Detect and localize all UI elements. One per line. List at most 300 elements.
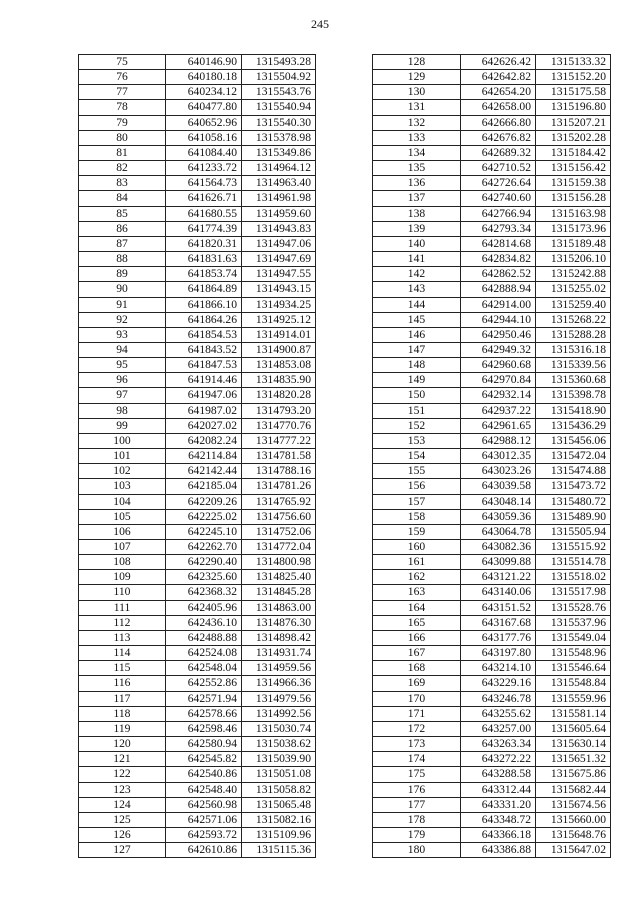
y-coordinate-cell: 1314876.30 (242, 615, 316, 630)
point-number-cell: 90 (79, 282, 166, 297)
point-number-cell: 166 (373, 630, 461, 645)
x-coordinate-cell: 641843.52 (166, 342, 242, 357)
table-row (79, 418, 316, 433)
point-number-cell: 171 (373, 706, 461, 721)
point-number-cell: 137 (373, 191, 461, 206)
point-number-cell: 86 (79, 221, 166, 236)
x-coordinate-cell: 642405.96 (166, 600, 242, 615)
point-number-cell: 103 (79, 479, 166, 494)
y-coordinate-cell: 1314943.15 (242, 282, 316, 297)
y-coordinate-cell: 1315175.58 (536, 85, 611, 100)
x-coordinate-cell: 643255.62 (461, 706, 536, 721)
y-coordinate-cell: 1315528.76 (536, 600, 611, 615)
x-coordinate-cell: 642262.70 (166, 540, 242, 555)
page-number: 245 (311, 17, 329, 31)
x-coordinate-cell: 640146.90 (166, 55, 242, 70)
y-coordinate-cell: 1315156.28 (536, 191, 611, 206)
point-number-cell: 149 (373, 373, 461, 388)
table-row (79, 782, 316, 797)
y-coordinate-cell: 1315398.78 (536, 388, 611, 403)
y-coordinate-cell: 1314788.16 (242, 464, 316, 479)
point-number-cell: 114 (79, 646, 166, 661)
table-row (79, 176, 316, 191)
y-coordinate-cell: 1314770.76 (242, 418, 316, 433)
y-coordinate-cell: 1314963.40 (242, 176, 316, 191)
y-coordinate-cell: 1315456.06 (536, 433, 611, 448)
point-number-cell: 136 (373, 176, 461, 191)
y-coordinate-cell: 1314845.28 (242, 585, 316, 600)
x-coordinate-cell: 642552.86 (166, 676, 242, 691)
point-number-cell: 89 (79, 267, 166, 282)
coordinates-table-left (78, 54, 316, 858)
point-number-cell: 176 (373, 782, 461, 797)
table-row (79, 524, 316, 539)
table-row (373, 342, 611, 357)
x-coordinate-cell: 643012.35 (461, 449, 536, 464)
table-row (373, 661, 611, 676)
table-row (373, 585, 611, 600)
table-row (373, 388, 611, 403)
x-coordinate-cell: 642834.82 (461, 252, 536, 267)
y-coordinate-cell: 1314947.06 (242, 236, 316, 251)
y-coordinate-cell: 1315196.80 (536, 100, 611, 115)
x-coordinate-cell: 643366.18 (461, 827, 536, 842)
table-row (79, 70, 316, 85)
table-row (79, 737, 316, 752)
table-row (373, 540, 611, 555)
y-coordinate-cell: 1315682.44 (536, 782, 611, 797)
y-coordinate-cell: 1315202.28 (536, 130, 611, 145)
point-number-cell: 164 (373, 600, 461, 615)
x-coordinate-cell: 642642.82 (461, 70, 536, 85)
y-coordinate-cell: 1314931.74 (242, 646, 316, 661)
point-number-cell: 110 (79, 585, 166, 600)
y-coordinate-cell: 1314966.36 (242, 676, 316, 691)
point-number-cell: 93 (79, 327, 166, 342)
point-number-cell: 175 (373, 767, 461, 782)
table-row (79, 433, 316, 448)
x-coordinate-cell: 640180.18 (166, 70, 242, 85)
y-coordinate-cell: 1315207.21 (536, 115, 611, 130)
y-coordinate-cell: 1315242.88 (536, 267, 611, 282)
y-coordinate-cell: 1315156.42 (536, 161, 611, 176)
table-row (373, 145, 611, 160)
y-coordinate-cell: 1315133.32 (536, 55, 611, 70)
x-coordinate-cell: 642548.04 (166, 661, 242, 676)
y-coordinate-cell: 1314959.56 (242, 661, 316, 676)
x-coordinate-cell: 642027.02 (166, 418, 242, 433)
point-number-cell: 154 (373, 449, 461, 464)
y-coordinate-cell: 1315436.29 (536, 418, 611, 433)
y-coordinate-cell: 1315549.04 (536, 630, 611, 645)
y-coordinate-cell: 1315360.68 (536, 373, 611, 388)
x-coordinate-cell: 641820.31 (166, 236, 242, 251)
point-number-cell: 76 (79, 70, 166, 85)
x-coordinate-cell: 642598.46 (166, 721, 242, 736)
x-coordinate-cell: 640477.80 (166, 100, 242, 115)
y-coordinate-cell: 1315159.38 (536, 176, 611, 191)
table-row (373, 600, 611, 615)
x-coordinate-cell: 642944.10 (461, 312, 536, 327)
point-number-cell: 88 (79, 252, 166, 267)
y-coordinate-cell: 1315675.86 (536, 767, 611, 782)
x-coordinate-cell: 643246.78 (461, 691, 536, 706)
table-row (373, 206, 611, 221)
y-coordinate-cell: 1314765.92 (242, 494, 316, 509)
point-number-cell: 155 (373, 464, 461, 479)
point-number-cell: 82 (79, 161, 166, 176)
table-row (79, 827, 316, 842)
point-number-cell: 85 (79, 206, 166, 221)
table-row (373, 524, 611, 539)
y-coordinate-cell: 1315184.42 (536, 145, 611, 160)
x-coordinate-cell: 641831.63 (166, 252, 242, 267)
point-number-cell: 127 (79, 843, 166, 858)
table-row (79, 282, 316, 297)
x-coordinate-cell: 642740.60 (461, 191, 536, 206)
table-row (373, 570, 611, 585)
y-coordinate-cell: 1314900.87 (242, 342, 316, 357)
x-coordinate-cell: 641084.40 (166, 145, 242, 160)
y-coordinate-cell: 1314959.60 (242, 206, 316, 221)
point-number-cell: 75 (79, 55, 166, 70)
table-row (79, 312, 316, 327)
y-coordinate-cell: 1314820.28 (242, 388, 316, 403)
table-row (79, 555, 316, 570)
y-coordinate-cell: 1315548.84 (536, 676, 611, 691)
x-coordinate-cell: 640652.96 (166, 115, 242, 130)
table-row (373, 464, 611, 479)
table-row (79, 752, 316, 767)
table-row (79, 721, 316, 736)
point-number-cell: 79 (79, 115, 166, 130)
y-coordinate-cell: 1315349.86 (242, 145, 316, 160)
point-number-cell: 121 (79, 752, 166, 767)
table-row (79, 570, 316, 585)
table-row (373, 797, 611, 812)
y-coordinate-cell: 1315505.94 (536, 524, 611, 539)
table-row (373, 418, 611, 433)
table-row (79, 55, 316, 70)
x-coordinate-cell: 642114.84 (166, 449, 242, 464)
point-number-cell: 132 (373, 115, 461, 130)
point-number-cell: 118 (79, 706, 166, 721)
point-number-cell: 106 (79, 524, 166, 539)
x-coordinate-cell: 642666.80 (461, 115, 536, 130)
y-coordinate-cell: 1315480.72 (536, 494, 611, 509)
y-coordinate-cell: 1314835.90 (242, 373, 316, 388)
table-row (373, 812, 611, 827)
point-number-cell: 133 (373, 130, 461, 145)
point-number-cell: 104 (79, 494, 166, 509)
point-number-cell: 152 (373, 418, 461, 433)
x-coordinate-cell: 643348.72 (461, 812, 536, 827)
point-number-cell: 134 (373, 145, 461, 160)
table-row (79, 661, 316, 676)
point-number-cell: 172 (373, 721, 461, 736)
point-number-cell: 158 (373, 509, 461, 524)
x-coordinate-cell: 643023.26 (461, 464, 536, 479)
x-coordinate-cell: 642436.10 (166, 615, 242, 630)
x-coordinate-cell: 642676.82 (461, 130, 536, 145)
point-number-cell: 177 (373, 797, 461, 812)
y-coordinate-cell: 1315504.92 (242, 70, 316, 85)
x-coordinate-cell: 642209.26 (166, 494, 242, 509)
x-coordinate-cell: 642949.32 (461, 342, 536, 357)
y-coordinate-cell: 1315515.92 (536, 540, 611, 555)
x-coordinate-cell: 642593.72 (166, 827, 242, 842)
y-coordinate-cell: 1314943.83 (242, 221, 316, 236)
point-number-cell: 159 (373, 524, 461, 539)
table-row (373, 130, 611, 145)
table-row (79, 206, 316, 221)
y-coordinate-cell: 1315339.56 (536, 358, 611, 373)
y-coordinate-cell: 1314752.06 (242, 524, 316, 539)
table-row (373, 100, 611, 115)
x-coordinate-cell: 643039.58 (461, 479, 536, 494)
y-coordinate-cell: 1315648.76 (536, 827, 611, 842)
table-row (373, 236, 611, 251)
x-coordinate-cell: 643082.36 (461, 540, 536, 555)
point-number-cell: 100 (79, 433, 166, 448)
x-coordinate-cell: 642580.94 (166, 737, 242, 752)
point-number-cell: 139 (373, 221, 461, 236)
y-coordinate-cell: 1314863.00 (242, 600, 316, 615)
table-row (79, 797, 316, 812)
y-coordinate-cell: 1315039.90 (242, 752, 316, 767)
y-coordinate-cell: 1315474.88 (536, 464, 611, 479)
x-coordinate-cell: 642325.60 (166, 570, 242, 585)
table-row (373, 176, 611, 191)
table-row (79, 585, 316, 600)
y-coordinate-cell: 1315152.20 (536, 70, 611, 85)
y-coordinate-cell: 1315543.76 (242, 85, 316, 100)
table-row (373, 161, 611, 176)
y-coordinate-cell: 1315051.08 (242, 767, 316, 782)
point-number-cell: 95 (79, 358, 166, 373)
point-number-cell: 123 (79, 782, 166, 797)
y-coordinate-cell: 1315559.96 (536, 691, 611, 706)
y-coordinate-cell: 1314800.98 (242, 555, 316, 570)
x-coordinate-cell: 643177.76 (461, 630, 536, 645)
table-row (79, 479, 316, 494)
table-row (373, 85, 611, 100)
point-number-cell: 148 (373, 358, 461, 373)
point-number-cell: 161 (373, 555, 461, 570)
x-coordinate-cell: 642914.00 (461, 297, 536, 312)
x-coordinate-cell: 642626.42 (461, 55, 536, 70)
y-coordinate-cell: 1314825.40 (242, 570, 316, 585)
table-row (79, 691, 316, 706)
point-number-cell: 120 (79, 737, 166, 752)
y-coordinate-cell: 1315540.30 (242, 115, 316, 130)
y-coordinate-cell: 1314777.22 (242, 433, 316, 448)
y-coordinate-cell: 1315537.96 (536, 615, 611, 630)
x-coordinate-cell: 641853.74 (166, 267, 242, 282)
y-coordinate-cell: 1315630.14 (536, 737, 611, 752)
x-coordinate-cell: 642862.52 (461, 267, 536, 282)
x-coordinate-cell: 641058.16 (166, 130, 242, 145)
table-row (79, 676, 316, 691)
point-number-cell: 140 (373, 236, 461, 251)
table-row (79, 646, 316, 661)
x-coordinate-cell: 642937.22 (461, 403, 536, 418)
table-row (79, 373, 316, 388)
x-coordinate-cell: 641914.46 (166, 373, 242, 388)
table-row (373, 737, 611, 752)
table-row (79, 706, 316, 721)
x-coordinate-cell: 642689.32 (461, 145, 536, 160)
point-number-cell: 109 (79, 570, 166, 585)
x-coordinate-cell: 643288.58 (461, 767, 536, 782)
point-number-cell: 117 (79, 691, 166, 706)
y-coordinate-cell: 1314925.12 (242, 312, 316, 327)
point-number-cell: 113 (79, 630, 166, 645)
y-coordinate-cell: 1314781.26 (242, 479, 316, 494)
x-coordinate-cell: 641864.89 (166, 282, 242, 297)
point-number-cell: 116 (79, 676, 166, 691)
point-number-cell: 97 (79, 388, 166, 403)
y-coordinate-cell: 1315115.36 (242, 843, 316, 858)
x-coordinate-cell: 642610.86 (166, 843, 242, 858)
point-number-cell: 174 (373, 752, 461, 767)
y-coordinate-cell: 1315038.62 (242, 737, 316, 752)
point-number-cell: 101 (79, 449, 166, 464)
y-coordinate-cell: 1315548.96 (536, 646, 611, 661)
table-row (79, 145, 316, 160)
table-row (79, 85, 316, 100)
y-coordinate-cell: 1315605.64 (536, 721, 611, 736)
point-number-cell: 98 (79, 403, 166, 418)
point-number-cell: 170 (373, 691, 461, 706)
table-row (373, 70, 611, 85)
table-row (373, 267, 611, 282)
table-row (373, 449, 611, 464)
table-row (373, 327, 611, 342)
point-number-cell: 96 (79, 373, 166, 388)
point-number-cell: 107 (79, 540, 166, 555)
point-number-cell: 130 (373, 85, 461, 100)
point-number-cell: 141 (373, 252, 461, 267)
y-coordinate-cell: 1315581.14 (536, 706, 611, 721)
point-number-cell: 129 (373, 70, 461, 85)
table-row (373, 403, 611, 418)
table-row (79, 509, 316, 524)
table-row (373, 358, 611, 373)
x-coordinate-cell: 641680.55 (166, 206, 242, 221)
y-coordinate-cell: 1315489.90 (536, 509, 611, 524)
point-number-cell: 102 (79, 464, 166, 479)
y-coordinate-cell: 1315517.98 (536, 585, 611, 600)
x-coordinate-cell: 643197.80 (461, 646, 536, 661)
x-coordinate-cell: 641564.73 (166, 176, 242, 191)
table-row (79, 236, 316, 251)
table-row (79, 358, 316, 373)
point-number-cell: 146 (373, 327, 461, 342)
x-coordinate-cell: 643386.88 (461, 843, 536, 858)
table-row (79, 100, 316, 115)
table-row (79, 600, 316, 615)
y-coordinate-cell: 1314772.04 (242, 540, 316, 555)
x-coordinate-cell: 643167.68 (461, 615, 536, 630)
y-coordinate-cell: 1314964.12 (242, 161, 316, 176)
x-coordinate-cell: 641866.10 (166, 297, 242, 312)
x-coordinate-cell: 641854.53 (166, 327, 242, 342)
x-coordinate-cell: 643257.00 (461, 721, 536, 736)
point-number-cell: 124 (79, 797, 166, 812)
point-number-cell: 179 (373, 827, 461, 842)
point-number-cell: 131 (373, 100, 461, 115)
y-coordinate-cell: 1315546.64 (536, 661, 611, 676)
table-row (373, 843, 611, 858)
x-coordinate-cell: 643140.06 (461, 585, 536, 600)
x-coordinate-cell: 642578.66 (166, 706, 242, 721)
table-row (373, 676, 611, 691)
y-coordinate-cell: 1314979.56 (242, 691, 316, 706)
table-row (79, 297, 316, 312)
x-coordinate-cell: 642368.32 (166, 585, 242, 600)
x-coordinate-cell: 642540.86 (166, 767, 242, 782)
point-number-cell: 135 (373, 161, 461, 176)
x-coordinate-cell: 642932.14 (461, 388, 536, 403)
x-coordinate-cell: 643059.36 (461, 509, 536, 524)
x-coordinate-cell: 642185.04 (166, 479, 242, 494)
table-row (373, 433, 611, 448)
y-coordinate-cell: 1315651.32 (536, 752, 611, 767)
x-coordinate-cell: 643048.14 (461, 494, 536, 509)
table-row (373, 494, 611, 509)
table-row (373, 282, 611, 297)
x-coordinate-cell: 642766.94 (461, 206, 536, 221)
x-coordinate-cell: 642488.88 (166, 630, 242, 645)
point-number-cell: 145 (373, 312, 461, 327)
x-coordinate-cell: 642560.98 (166, 797, 242, 812)
table-row (373, 706, 611, 721)
point-number-cell: 84 (79, 191, 166, 206)
x-coordinate-cell: 642654.20 (461, 85, 536, 100)
point-number-cell: 99 (79, 418, 166, 433)
y-coordinate-cell: 1315493.28 (242, 55, 316, 70)
y-coordinate-cell: 1315378.98 (242, 130, 316, 145)
point-number-cell: 112 (79, 615, 166, 630)
x-coordinate-cell: 643121.22 (461, 570, 536, 585)
x-coordinate-cell: 642548.40 (166, 782, 242, 797)
table-row (79, 221, 316, 236)
point-number-cell: 119 (79, 721, 166, 736)
table-row (373, 252, 611, 267)
table-row (373, 721, 611, 736)
table-row (79, 767, 316, 782)
y-coordinate-cell: 1314793.20 (242, 403, 316, 418)
point-number-cell: 115 (79, 661, 166, 676)
table-row (373, 55, 611, 70)
x-coordinate-cell: 642524.08 (166, 646, 242, 661)
table-row (373, 646, 611, 661)
point-number-cell: 169 (373, 676, 461, 691)
y-coordinate-cell: 1314898.42 (242, 630, 316, 645)
y-coordinate-cell: 1315316.18 (536, 342, 611, 357)
table-row (373, 691, 611, 706)
point-number-cell: 91 (79, 297, 166, 312)
y-coordinate-cell: 1314961.98 (242, 191, 316, 206)
y-coordinate-cell: 1315189.48 (536, 236, 611, 251)
point-number-cell: 78 (79, 100, 166, 115)
point-number-cell: 83 (79, 176, 166, 191)
point-number-cell: 125 (79, 812, 166, 827)
x-coordinate-cell: 641626.71 (166, 191, 242, 206)
point-number-cell: 168 (373, 661, 461, 676)
point-number-cell: 163 (373, 585, 461, 600)
